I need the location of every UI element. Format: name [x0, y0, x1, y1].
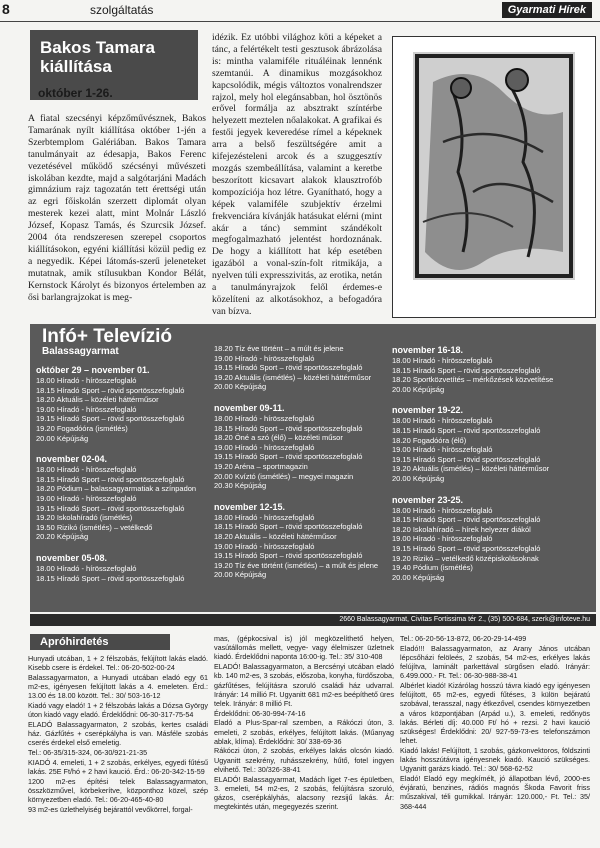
tv-block: [214, 344, 386, 392]
tv-line: 20.00 Képújság: [214, 570, 267, 580]
ad-item: Albérlet kiadó! Kizárólag hosszú távra kiadó egy igényesen felújított, 65 m2-es, egyedi fűtéses, 3 külön bejáratú szobával, terasszal, nagy étkezővel, csendes környezetben a város központjában (Arpád u.), 3. emeleti, redőnyös lakás. Bérleti díj: 40.000 Ft/ hó + rezsi. 2 havi kaució szükséges! Érdeklődni: 20/ 927-59-73-es telefonszámon lehet.: [400, 681, 590, 746]
tv-column-3: [392, 344, 592, 592]
tv-line: 18.00 Híradó - hírösszefoglaló: [214, 413, 315, 423]
tv-line: 18.00 Híradó - hírösszefoglaló: [392, 416, 493, 426]
tv-line: 20.00 Képújság: [392, 384, 445, 394]
tv-line: 19.15 Híradó Sport – rövid sportösszefoglaló: [214, 551, 363, 561]
tv-line: 19.15 Híradó Sport – rövid sportösszefoglaló: [36, 503, 185, 513]
tv-line: 19.15 Híradó Sport – rövid sportösszefoglaló: [36, 414, 185, 424]
tv-block: [36, 364, 208, 443]
tv-line: 19.15 Híradó Sport – rövid sportösszefoglaló: [214, 452, 363, 462]
tv-line: 18.00 Híradó - hírösszefoglaló: [392, 356, 493, 365]
tv-line: 18.20 Sportközvetítés – mérkőzések közvetítése: [392, 375, 554, 385]
tv-date: november 09-11.: [214, 402, 285, 413]
tv-line: 18.15 Híradó Sport – rövid sportösszefoglaló: [36, 573, 185, 583]
tv-subtitle: Balassagyarmat: [42, 346, 119, 357]
tv-line: 19.20 Aktuális (ismétlés) – közéleti háttérműsor: [392, 464, 550, 474]
ad-item: Tel.: 06-20-56-13-872, 06-20-29-14-499: [400, 634, 527, 643]
tv-line: 20.30 Képújság: [214, 481, 267, 491]
tv-line: 18.00 Híradó - hírösszefoglaló: [36, 376, 137, 385]
tv-line: 18.15 Híradó Sport – rövid sportösszefoglaló: [392, 515, 541, 525]
ad-item: Rákóczi úton, 2 szobás, erkélyes lakás olcsón kiadó. Ugyanitt szekrény, ruhásszekrény, hűtő, fotel ingyen elvihető. Tel.: 30/326-38-41: [214, 746, 394, 774]
tv-line: 19.20 Aktuális (ismétlés) – közéleti háttérműsor: [214, 372, 372, 382]
ad-item: Eladó!!! Balassagyarmaton, az Arany János utcában lépcsőházi felöleés, 2 szobás, 54 m2-es, erkélyes lakás felújítva, laminált parkettával sürgősen eladó. Irányár: 6.499.000.- Ft. Tel.: 06-30-988-38-41: [400, 643, 590, 681]
tv-line: 19.20 Iskolahíradó (ismétlés): [36, 513, 133, 523]
tv-date: október 29 – november 01.: [36, 365, 150, 375]
tv-block: [392, 344, 592, 394]
tv-line: 18.20 Fogadóóra (élő): [392, 435, 467, 445]
ad-item: ELADÓ! Balassagyarmat, Madách liget 7-es épületben, 3. emeleti, 54 m2-es, 2 szobás, felújításra szoruló, gázos, cserépkályhás, alacsony rezsijű lakás. Ár: megtekintés után, megegyezés szerint.: [214, 774, 394, 812]
ad-item: Balassagyarmaton, a Hunyadi utcában eladó egy 61 m2-es, igényesen felújított lakás a 4. emeleten. Érd.: 13.00 és 18.00 között. Tel.: 30/ 503-16-12: [28, 672, 208, 701]
tv-line: 19.00 Híradó - hírösszefoglaló: [36, 404, 137, 414]
ads-column-2: [214, 634, 394, 812]
tv-footer: 2660 Balassagyarmat, Civitas Fortissima tér 2., (35) 500-684, szerk@infoteve.hu: [30, 614, 596, 626]
ad-item: Hunyadi utcában, 1 + 2 félszobás, felújított lakás eladó. Kisebb csere is érdekel. Tel.: 06-20-502-00-24: [28, 654, 208, 673]
tv-line: 20.00 Kvíztó (ismétlés) – megyei magazin: [214, 471, 354, 481]
ad-item: Kiadó lakás! Felújított, 1 szobás, gázkonvektoros, földszinti lakás hosszútávra igényesnek kiadó. Kaució szükséges. Ugyanitt garázs kiadó. Tel.: 30/ 568-62-52: [400, 745, 590, 774]
article-title-line1: Bakos Tamara: [40, 38, 155, 57]
tv-date: november 02-04.: [36, 454, 108, 465]
tv-line: 18.00 Híradó - hírösszefoglaló: [36, 563, 137, 573]
tv-date: november 12-15.: [214, 501, 286, 512]
tv-line: 19.20 Fogadóóra (ismétlés): [36, 423, 128, 433]
tv-line: 18.20 Öné a szó (élő) – közéleti műsor: [214, 433, 343, 443]
tv-line: 19.15 Híradó Sport – rövid sportösszefoglaló: [392, 454, 541, 464]
tv-date: november 23-25.: [392, 494, 464, 505]
ad-item: ELADÓ! Balassagyarmaton, a Bercsényi utcában eladó kb. 140 m2-es, 3 szobás, előszoba, konyha, fürdőszoba, gázfűtéses, felújításra szoruló családi ház udvarral. Irányár: 14 millió Ft. Ugyanitt 681 m2-es beépíthető üres telek. Irányár: 8 millió Ft.: [214, 662, 394, 708]
tv-line: 18.20 Pódium – balassagyarmatiak a színpadon: [36, 484, 197, 494]
ads-column-1: [28, 654, 208, 814]
tv-line: 18.00 Híradó - hírösszefoglaló: [36, 465, 137, 475]
tv-column-2: [214, 344, 386, 590]
ad-item: mas, (gépkocsival is) jól megközelíthető helyen, vasútállomás mellett, vegye- vagy élelmiszer üzletnek kiadó. Érdeklődni naponta 16:00-ig. Tel.: 35/ 310-408: [214, 634, 394, 662]
tv-line: 19.50 Rizikó (ismétlés) – vetélkedő: [36, 522, 153, 532]
tv-block: [36, 552, 208, 583]
tv-block: [36, 453, 208, 542]
page-number: 8: [2, 1, 10, 17]
tv-line: 19.20 Rizikó – vetélkedő középiskolásoknak: [392, 553, 539, 563]
ad-item: 1200 m2-es építési telek Balassagyarmaton, összközművel, körbekerítve, központhoz közel, szép környezetben eladó. Tel.: 06-20-465-40-80: [28, 776, 208, 805]
tv-line: 18.00 Híradó - hírösszefoglaló: [392, 505, 493, 515]
tv-line: 18.20 Aktuális – közéleti háttérműsor: [214, 531, 337, 541]
tv-line: 18.15 Híradó Sport – rövid sportösszefoglaló: [214, 423, 363, 433]
tv-line: 20.20 Képújság: [36, 532, 89, 542]
tv-line: 20.00 Képújság: [392, 572, 445, 582]
tv-schedule-box: [30, 324, 596, 612]
tv-line: 19.15 Híradó Sport – rövid sportösszefoglaló: [214, 363, 363, 373]
tv-line: 18.15 Híradó Sport – rövid sportösszefoglaló: [36, 474, 185, 484]
article-column-1: A fiatal szecsényi képzőművésznek, Bakos Tamarának nyílt kiállítása október 1-jén a Szerbtemplom Galériában. Bakos Tamara tanulmányait az édesapja, Bakos Ferenc vezetésével működő szécsényi művészeti iskolában kezdte, majd a salgótarjáni Madách gimnázium rajz tagozatán tett érettségi után az egri főiskolán szerzett diplomát olyan mesterek kezei alatt, mint Molnár László József, Kopasz Tamás, és Szurcsik József. 2004 óta rendszeresen szerepel csoportos kiállításokon, egyéni kiállítási közül pedig ez a negyedik. Képei látomás-szerű jeleneteket mutatnak, amik stílusukban Kondor Bélát, Kernstock Károlyt és bizonyos értelemben az ősi barlangrajzokat is meg-: [28, 113, 206, 303]
tv-line: 19.15 Híradó Sport – rövid sportösszefoglaló: [392, 543, 541, 553]
article-date: október 1-26.: [38, 86, 113, 100]
tv-line: 19.00 Híradó - hírösszefoglaló: [214, 442, 315, 452]
ad-item: Érdeklődni: 06-30-994-74-16: [214, 708, 306, 718]
tv-line: 18.20 Iskolahíradó – hírek helyezer diákól: [392, 524, 531, 534]
ad-item: KIADÓ 4. emeleti, 1 + 2 szobás, erkélyes, egyedi fűtésű lakás. 25E Ft/hó + 2 havi kaució. Érd.: 06-20-342-15-59: [28, 757, 208, 776]
tv-line: 19.40 Pódium (ismétlés): [392, 563, 473, 573]
tv-line: 18.15 Híradó Sport – rövid sportösszefoglaló: [214, 522, 363, 532]
tv-line: 19.20 Tíz éve történt (ismétlés) – a múlt és jelene: [214, 560, 379, 570]
ads-column-3: [400, 634, 590, 811]
tv-line: 19.00 Híradó - hírösszefoglaló: [392, 534, 493, 544]
tv-line: 18.15 Híradó Sport – rövid sportösszefoglaló: [392, 365, 541, 375]
tv-block: [214, 501, 386, 580]
tv-date: november 16-18.: [392, 345, 464, 355]
tv-date: november 05-08.: [36, 552, 108, 563]
tv-title: Infó+ Televízió: [42, 326, 173, 347]
tv-block: [392, 404, 592, 483]
article-column-2: idézik. Ez utóbbi világhoz köti a képeket a tánc, a felértékelt testi gesztusok ábrázolása is: mintha valamiféle rituáléinak lennénk szemtanúi. A dinamikus mozgásokhoz kapcsolódik, mégis változtos vonalrendszer rajzol, mely hol elegánsabban, hol ösztönös erővel formálja az absztrakt színtérbe helyezett meztelen nőalakokat. A grafikai és festői jegyek keveredése rímel a képeknek arra a belső feszültségére amit a kifejezésteleni arcok és a szuggesztív mozgás szembeállítása, valamint a keretbe beszorított kicsavart alakok klausztrofób kompozíciója hoz létre. Gyanítható, hogy a képek valamiféle szubjektív érzelmi frekvenciára kívánják hatásukat elérni (mint akár a tánc) semmint szándékolt megfogalmazható jelentést hordoznának. De hogy a kiállított hat kép esetében igazából a vonal-szín-folt ritmikája, a nyelven túli expresszivitás, az erotika, netán a tanulmányrajzok felől érdemes-e közelíteni az alkotásokhoz, a befogadóra van bízva.: [212, 32, 382, 317]
painting-image: [413, 52, 575, 280]
masthead-logo: Gyarmati Hírek: [502, 2, 592, 18]
tv-column-1: [36, 364, 208, 593]
ad-item: Kiadó vagy eladó! 1 + 2 félszobás lakás a Dózsa György úton kiadó vagy eladó. Érdeklődni: 06-30-317-75-54: [28, 701, 208, 720]
tv-line: 18.20 Tíz éve történt – a múlt és jelene: [214, 344, 344, 353]
ad-item: Tel.: 06-35/315-324, 06-30/921-21-35: [28, 748, 148, 758]
tv-line: 20.00 Képújság: [392, 473, 445, 483]
tv-date: november 19-22.: [392, 405, 464, 416]
tv-line: 19.00 Híradó - hírösszefoglaló: [392, 445, 493, 455]
section-title: szolgáltatás: [90, 3, 154, 17]
tv-line: 19.00 Híradó - hírösszefoglaló: [36, 493, 137, 503]
tv-line: 18.15 Híradó Sport – rövid sportösszefoglaló: [392, 425, 541, 435]
tv-line: 20.00 Képújság: [36, 433, 89, 443]
tv-line: 19.00 Híradó - hírösszefoglaló: [214, 353, 315, 363]
ad-item: ELADÓ Balassagyarmaton, 2 szobás, kertes családi ház. Gázfűtés + cserépkályha is van. Másféle szobás cserés érdekel első emeletig.: [28, 719, 208, 748]
tv-line: 20.00 Képújság: [214, 382, 267, 392]
tv-line: 18.15 Híradó Sport – rövid sportösszefoglaló: [36, 385, 185, 395]
ad-item: Eladó a Plus-Spar-ral szemben, a Rákóczi úton, 3. emeleti, 2 szobás, erkélyes, felújított lakás. (Műanyag ablak, klíma). Érdeklődni: 30/ 338-69-36: [214, 718, 394, 746]
article-title-line2: kiállítása: [40, 57, 112, 76]
tv-line: 18.00 Híradó - hírösszefoglaló: [214, 512, 315, 522]
tv-line: 18.20 Aktuális – közéleti háttérműsor: [36, 395, 159, 405]
tv-block: [214, 402, 386, 491]
page-header: [0, 0, 600, 22]
tv-line: 19.00 Híradó - hírösszefoglaló: [214, 541, 315, 551]
ad-item: Eladó! Eladó egy megkímélt, jó állapotban lévő, 2000-es évjáratú, benzines, rádiós magnós Škoda Favorit friss műszakival, téli gumikkal. Irányár: 120.000,- Ft. Tel.: 35/ 368-444: [400, 774, 590, 811]
tv-block: [392, 494, 592, 583]
ad-item: 93 m2-es üzlethelyiség bejárattól vevőkörrel, forgal-: [28, 804, 193, 814]
tv-line: 19.20 Aréna – sportmagazin: [214, 461, 308, 471]
ads-heading: Apróhirdetés: [30, 634, 170, 650]
